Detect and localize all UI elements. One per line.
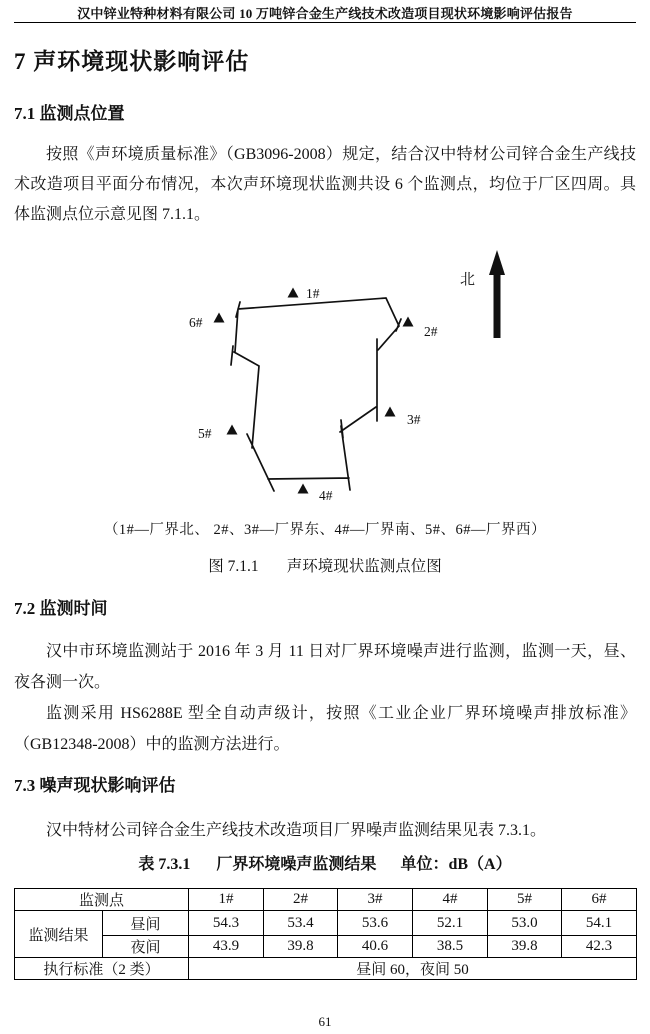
monitoring-point-marker-5	[227, 425, 238, 435]
section-heading-7-1: 7.1 监测点位置	[14, 104, 125, 123]
point-col-header: 6#	[562, 889, 637, 911]
row-label-nighttime: 夜间	[103, 936, 189, 958]
text-line: （GB12348-2008）中的监测方法进行。	[14, 736, 290, 753]
figure-legend: （1#—厂界北、 2#、3#—厂界东、4#—厂界南、5#、6#—厂界西）	[103, 522, 547, 538]
row-label-daytime: 昼间	[103, 911, 189, 936]
noise-results-table	[14, 888, 637, 980]
value-cell: 39.8	[264, 936, 338, 958]
figure-caption-label: 图 7.1.1	[208, 558, 259, 575]
monitoring-point-marker-4	[298, 484, 309, 494]
table-row-standard	[15, 958, 637, 980]
paragraph-7-3	[14, 815, 636, 846]
figure-caption-title: 声环境现状监测点位图	[286, 558, 442, 575]
monitoring-point-marker-2	[403, 317, 414, 327]
value-cell: 38.5	[413, 936, 488, 958]
text-line: 夜各测一次。	[14, 674, 111, 691]
monitoring-point-marker-3	[385, 407, 396, 417]
value-cell: 43.9	[189, 936, 264, 958]
point-col-header: 5#	[488, 889, 562, 911]
document-header: 汉中锌业特种材料有限公司 10 万吨锌合金生产线技术改造项目现状环境影响评估报告	[77, 6, 573, 21]
value-cell: 53.4	[264, 911, 338, 936]
table-title	[14, 851, 636, 874]
section-heading-7-3: 7.3 噪声现状影响评估	[14, 776, 176, 795]
point-col-header: 1#	[189, 889, 264, 911]
table-corner-cell: 监测点	[15, 889, 189, 911]
value-cell: 40.6	[338, 936, 413, 958]
value-cell: 42.3	[562, 936, 637, 958]
value-cell: 54.3	[189, 911, 264, 936]
chapter-heading: 7 声环境现状影响评估	[14, 49, 250, 74]
value-cell: 53.0	[488, 911, 562, 936]
point-col-header: 3#	[338, 889, 413, 911]
paragraph-7-2-monitoring-time	[14, 636, 636, 698]
table-row-daytime	[15, 911, 637, 936]
text-line: 术改造项目平面分布情况，本次声环境现状监测共设 6 个监测点，均位于厂区四周。具	[14, 176, 636, 193]
text-line: 监测采用 HS6288E 型全自动声级计，按照《工业企业厂界环境噪声排放标准》	[46, 705, 636, 722]
table-row-header	[15, 889, 637, 911]
north-label: 北	[460, 272, 476, 288]
point-col-header: 2#	[264, 889, 338, 911]
monitoring-point-marker-6	[214, 313, 225, 323]
text-line: 汉中市环境监测站于 2016 年 3 月 11 日对厂界环境噪声进行监测，监测一天，昼、	[46, 643, 636, 660]
page-number: 61	[318, 1014, 332, 1029]
table-title-label: 表 7.3.1	[138, 856, 191, 873]
text-line: 按照《声环境质量标准》（GB3096-2008）规定，结合汉中特材公司锌合金生产线技	[46, 146, 636, 163]
value-cell: 39.8	[488, 936, 562, 958]
table-title-name: 厂界环境噪声监测结果	[216, 856, 377, 873]
monitoring-point-label-3: 3#	[407, 412, 421, 427]
value-cell: 53.6	[338, 911, 413, 936]
result-group-label: 监测结果	[15, 911, 103, 958]
value-cell: 54.1	[562, 911, 637, 936]
table-row-nighttime	[15, 936, 637, 958]
monitoring-point-label-5: 5#	[198, 426, 212, 441]
monitoring-point-label-1: 1#	[306, 286, 320, 301]
text-line: 体监测点位示意见图 7.1.1。	[14, 206, 211, 223]
section-heading-7-2: 7.2 监测时间	[14, 599, 108, 618]
text-line: 汉中特材公司锌合金生产线技术改造项目厂界噪声监测结果见表 7.3.1。	[46, 822, 547, 839]
standard-value-cell: 昼间 60，夜间 50	[189, 958, 637, 980]
standard-label-cell: 执行标准（2 类）	[15, 958, 189, 980]
paragraph-7-2-method	[14, 698, 636, 760]
monitoring-point-label-6: 6#	[189, 315, 203, 330]
table-title-unit: 单位：dB（A）	[400, 856, 512, 873]
monitoring-point-label-2: 2#	[424, 324, 438, 339]
paragraph-7-1	[14, 140, 636, 230]
header-rule	[14, 22, 636, 23]
monitoring-point-label-4: 4#	[319, 488, 333, 503]
factory-boundary-outline	[231, 298, 401, 491]
monitoring-point-marker-1	[288, 288, 299, 298]
monitoring-points-figure	[0, 240, 650, 530]
point-col-header: 4#	[413, 889, 488, 911]
value-cell: 52.1	[413, 911, 488, 936]
north-arrow-icon	[489, 250, 505, 338]
figure-caption	[14, 554, 636, 576]
